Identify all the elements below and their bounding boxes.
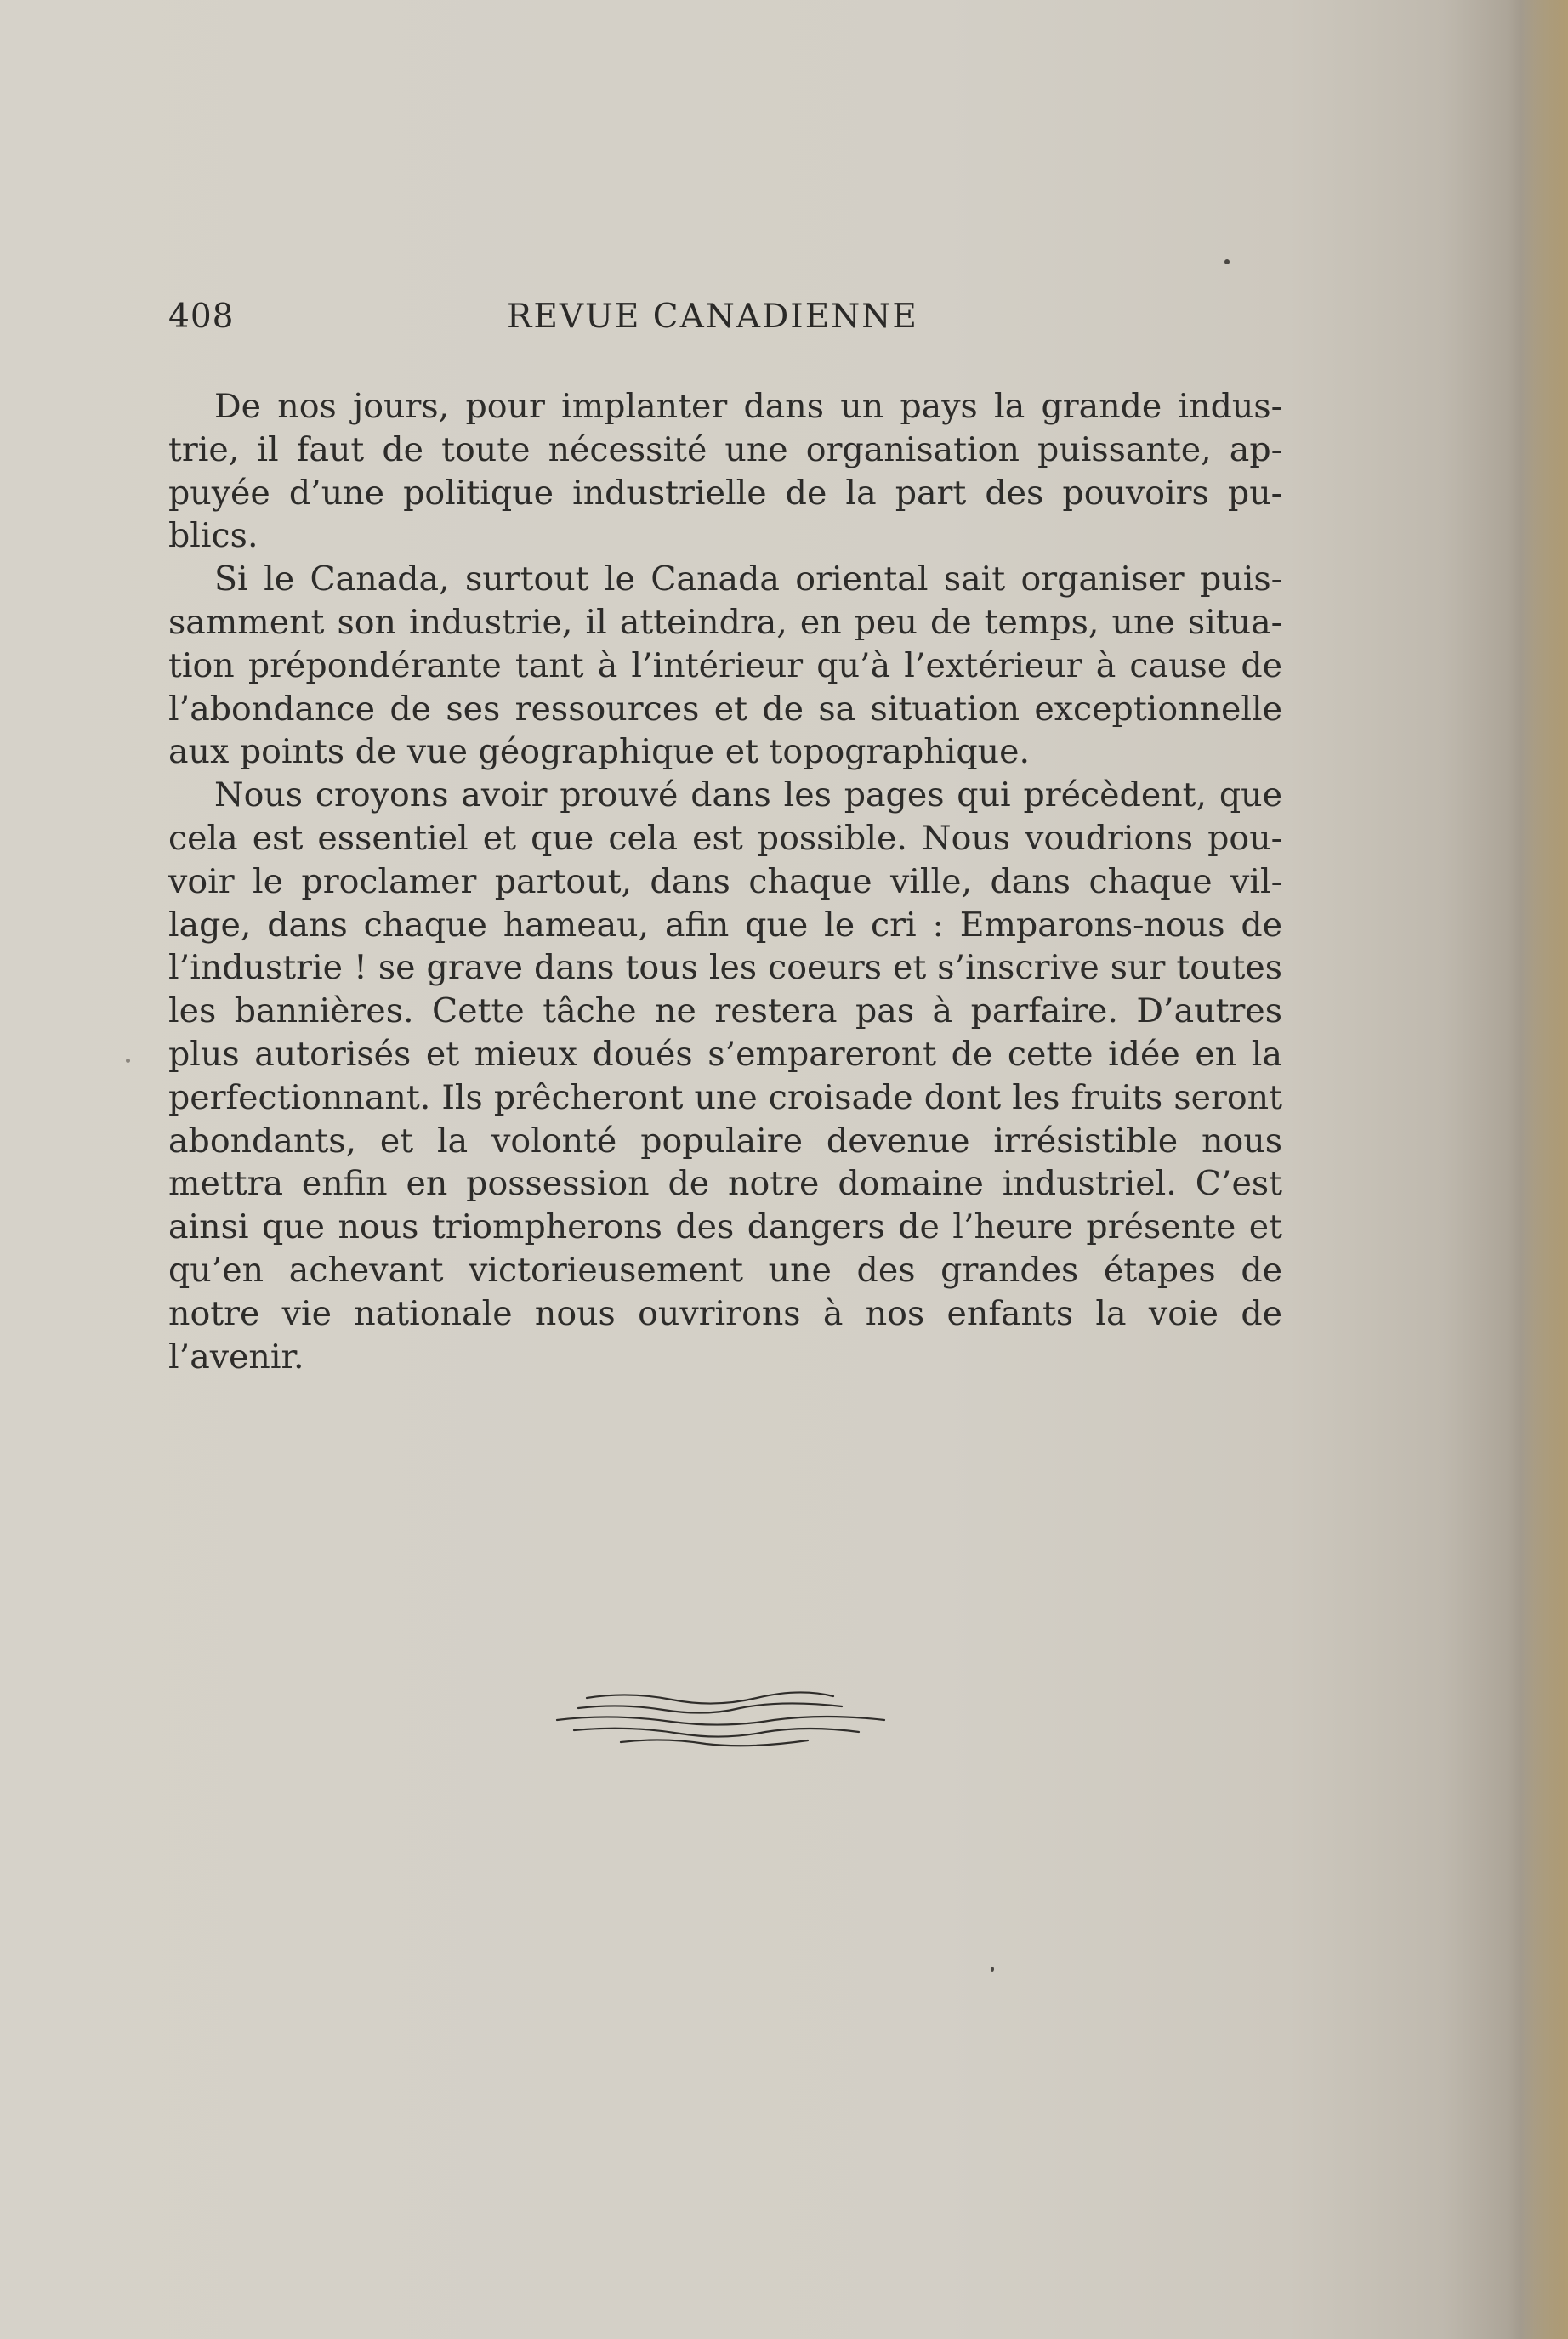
binding-gutter	[1508, 0, 1568, 2339]
journal-title: REVUE CANADIENNE	[507, 298, 918, 336]
article-text	[168, 385, 1282, 1378]
paragraph-3: Nous croyons avoir prouvé dans les pages qui précèdent, que cela est essentiel et que cela est possible. Nous voudrions pouvoir le proclamer partout, dans chaque ville, dans chaque village, dans chaque hameau, afin que le cri : Emparons-nous de l’industrie ! se grave dans tous les coeurs et s’inscrive sur toutes les bannières. Cette tâche ne restera pas à parfaire. D’autres plus autorisés et mieux doués s’empareront de cette idée en la perfectionnant. Ils prêcheront une croisade dont les fruits seront abondants, et la volonté populaire devenue irrésistible nous mettra enfin en possession de notre domaine industriel. C’est ainsi que nous triompherons des dangers de l’heure présente et qu’en achevant victorieusement une des grandes étapes de notre vie nationale nous ouvrirons à nos enfants la voie de l’avenir.	[168, 775, 1282, 1377]
paragraph-2: Si le Canada, surtout le Canada oriental sait organiser puissamment son industrie, il atteindra, en peu de temps, une situation prépondérante tant à l’intérieur qu’à l’extérieur à cause de l’abondance de ses ressources et de sa situation exceptionnelle aux points de vue géographique et topographique.	[168, 559, 1282, 772]
paper-speck	[991, 1967, 994, 1972]
paper-speck	[1224, 259, 1230, 264]
end-ornament-icon	[553, 1688, 893, 1756]
paper-speck	[126, 1059, 130, 1063]
running-head	[168, 298, 1282, 340]
page-number: 408	[168, 298, 235, 336]
paragraph-1: De nos jours, pour implanter dans un pays la grande industrie, il faut de toute nécessité une organisation puissante, appuyée d’une politique industrielle de la part des pouvoirs publics.	[168, 387, 1282, 556]
